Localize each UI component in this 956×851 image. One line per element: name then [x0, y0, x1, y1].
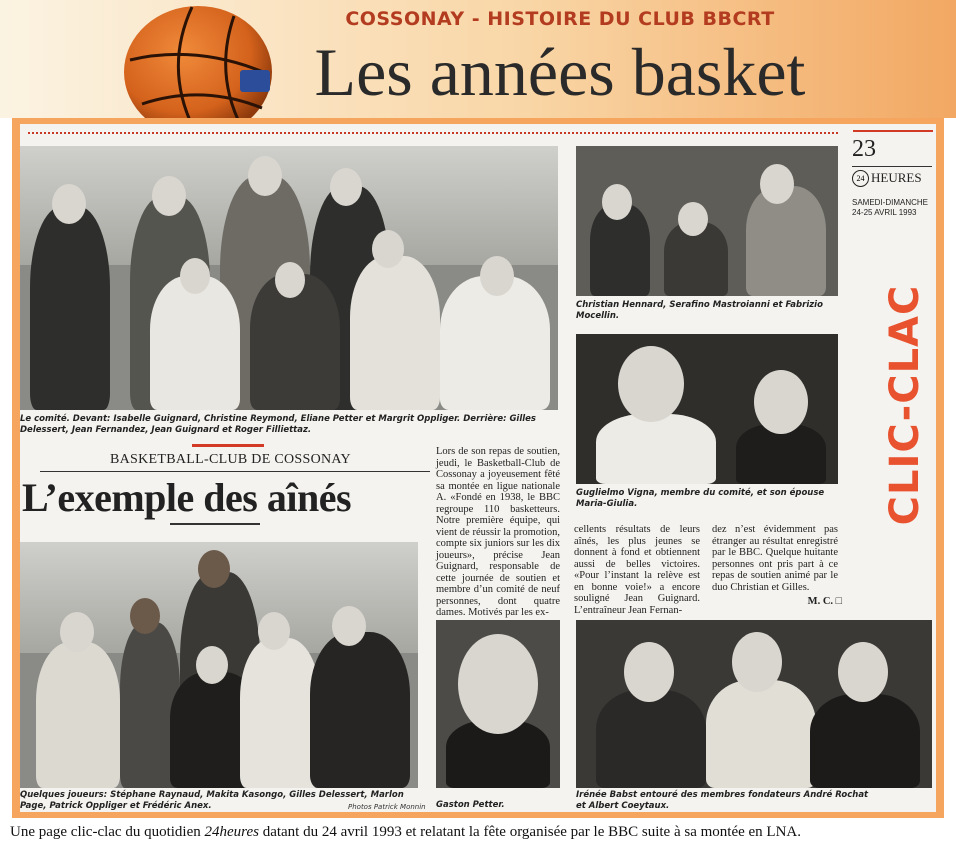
- newspaper-page: [20, 124, 936, 812]
- footer-part-1: Une page clic-clac du quotidien: [10, 824, 205, 840]
- footer-caption: [0, 818, 956, 851]
- babst-photo: [576, 620, 932, 788]
- caption-babst: Irénée Babst entouré des membres fondateurs André Rochat et Albert Coeytaux.: [576, 790, 869, 811]
- article-red-rule: [192, 444, 264, 447]
- article-overline: BASKETBALL-CLUB DE COSSONAY: [110, 452, 351, 467]
- page-number: 23: [852, 136, 876, 162]
- hennard-photo: [576, 146, 838, 296]
- title-underline: [170, 523, 260, 525]
- brand-word: HEURES: [871, 170, 922, 185]
- section-label-text: CLIC-CLAC: [882, 284, 928, 526]
- page-title: Les années basket: [314, 34, 806, 110]
- masthead-rule: [853, 130, 933, 132]
- caption-players: Quelques joueurs: Stéphane Raynaud, Makita Kasongo, Gilles Delessert, Marlon Page, Patrick Oppliger et Frédéric Anex.: [20, 790, 404, 811]
- vigna-photo: [576, 334, 838, 484]
- article-col-1: Lors de son repas de soutien, jeudi, le Basketball-Club de Cossonay a joyeusement fêté sa montée en ligue nationale A. «Fondé en 1938, le BBC regroupe 110 basketteurs. Notre première équipe, qui vient de réussir la promotion, compte six juniors sur les dix joueurs», précise Jean Guignard, responsable de cette journée de soutien et membre d’un comité de neuf personnes, dont quatre dames. Motivés par les ex-: [436, 446, 560, 618]
- section-label-vertical: [882, 282, 928, 528]
- footer-text: [10, 824, 801, 841]
- caption-committee: Le comité. Devant: Isabelle Guignard, Christine Reymond, Eliane Petter et Margrit Oppliger. Derrière: Gilles Delessert, Jean Fernandez, Jean Guignard et Roger Filliettaz.: [20, 414, 536, 435]
- kicker: COSSONAY - HISTOIRE DU CLUB BBCRT: [345, 8, 775, 30]
- date-line-2: 24-25 AVRIL 1993: [852, 208, 917, 217]
- footer-part-2: 24heures: [204, 824, 259, 840]
- photo-credit: Photos Patrick Monnin: [348, 803, 426, 811]
- caption-hennard: Christian Hennard, Serafino Mastroianni et Fabrizio Mocellin.: [576, 300, 823, 321]
- caption-vigna: Guglielmo Vigna, membre du comité, et son épouse Maria-Giulia.: [576, 488, 825, 509]
- clipping-frame: [12, 118, 944, 818]
- players-photo: [20, 542, 418, 788]
- article-title: L’exemple des aînés: [22, 475, 352, 520]
- date-line-1: SAMEDI-DIMANCHE: [852, 198, 929, 207]
- article-col-2: cellents résultats de leurs aînés, les plus jeunes se donnent à fond et obtiennent aussi de belles victoires. «Pour l’instant la relève est en bonne voie!» a encore souligné Jean Guignard. L’entraîneur Jean Fernan-: [574, 524, 700, 616]
- footer-part-3: datant du 24 avril 1993 et relatant la fête organisée par le BBC suite à sa montée en LNA.: [258, 824, 802, 840]
- overline-rule: [40, 471, 430, 472]
- article-col-3: dez n’est évidemment pas étranger au résultat enregistré par le BBC. Quelque huitante personnes ont pris part à ce repas de soutien animé par le duo Christian et Gilles.: [712, 524, 838, 593]
- petter-photo: [436, 620, 560, 788]
- brand-circle: 24: [852, 170, 869, 187]
- caption-petter: Gaston Petter.: [436, 800, 505, 810]
- article-signature: M. C. □: [807, 596, 842, 607]
- committee-photo: [20, 146, 558, 410]
- dotted-rule: [28, 132, 838, 134]
- masthead-divider: [852, 166, 932, 167]
